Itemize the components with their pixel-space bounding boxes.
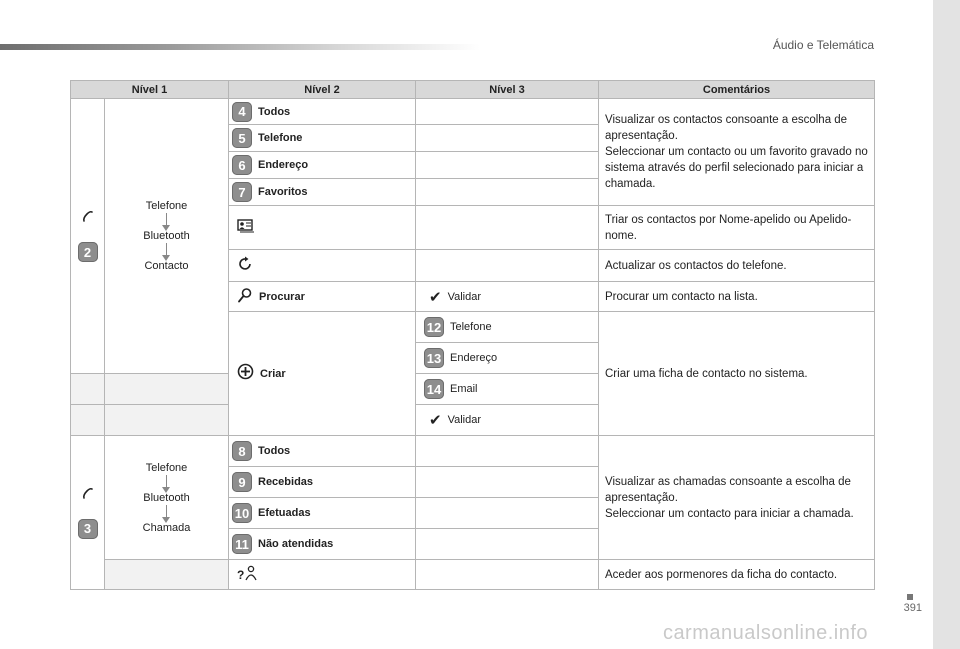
menu-table [70,80,875,590]
level3-label: Validar [447,414,482,426]
level2-cell [229,529,416,560]
watermark: carmanualsonline.info [662,622,868,644]
level2-label: Todos [258,105,291,118]
refresh-icon [237,256,253,276]
arrow-down-icon [166,505,167,521]
level2-cell [229,436,416,467]
phone-handset-icon [81,487,95,505]
level3-cell [416,343,599,374]
level1-cell-calls [71,436,105,590]
page-side-strip [933,0,960,649]
section-title: Áudio e Telemática [772,38,874,52]
level2-label: Todos [258,445,291,457]
comment-cell: Criar uma ficha de contacto no sistema. [599,312,875,436]
level2-cell [229,206,416,250]
level1-cell-spacer [71,405,105,436]
table-row [71,436,875,467]
level1-cell-contacts [71,99,105,374]
callout-badge: 2 [78,242,98,262]
phone-handset-icon [81,210,95,228]
level3-cell-empty [416,498,599,529]
comment-cell: Actualizar os contactos do telefone. [599,250,875,282]
path-step-2: Bluetooth [143,230,190,242]
level3-cell-empty [416,179,599,206]
path-cell-spacer [105,405,229,436]
search-icon [237,287,253,307]
arrow-down-icon [166,213,167,229]
level2-label: Favoritos [258,186,308,198]
level3-cell [416,282,599,312]
col-header-comentarios: Comentários [599,81,875,99]
table-row [71,99,875,125]
level3-cell-empty [416,206,599,250]
level3-label: Validar [447,290,482,303]
level3-cell [416,374,599,405]
callout-badge: 7 [232,182,252,202]
callout-badge: 5 [232,128,252,148]
path-step-1: Telefone [145,200,188,212]
add-circle-icon [237,363,254,384]
level3-cell-empty [416,99,599,125]
level2-cell [229,560,416,590]
callout-badge: 4 [232,102,252,122]
path-cell-spacer [105,560,229,590]
level3-cell-empty [416,560,599,590]
path-cell-calls [105,436,229,560]
level2-cell [229,125,416,152]
arrow-down-icon [166,243,167,259]
level2-cell [229,467,416,498]
level3-cell-empty [416,467,599,498]
callout-badge: 13 [424,348,444,368]
level2-cell [229,312,416,436]
comment-cell: Procurar um contacto na lista. [599,282,875,312]
svg-text:?: ? [237,567,245,581]
callout-badge: 14 [424,379,444,399]
contact-card-sort-icon [237,219,255,237]
path-step-3: Chamada [142,521,191,534]
level2-label: Recebidas [258,476,314,488]
level3-cell [416,405,599,436]
level2-label: Telefone [258,132,303,144]
comment-cell: Visualizar as chamadas consoante a escolha de apresentação. Seleccionar um contacto para iniciar a chamada. [599,436,875,560]
callout-badge: 3 [78,519,98,539]
callout-badge: 6 [232,155,252,175]
level3-cell-empty [416,529,599,560]
arrow-down-icon [166,475,167,491]
page-number: 391 [903,602,922,614]
checkmark-icon: ✔ [429,412,442,429]
level1-cell-spacer [71,374,105,405]
path-cell-contacts [105,99,229,374]
level2-label: Procurar [259,290,305,303]
path-step-3: Contacto [144,260,189,272]
comment-cell: Triar os contactos por Nome-apelido ou Apelido-nome. [599,206,875,250]
level3-cell-empty [416,152,599,179]
comment-cell: Visualizar os contactos consoante a escolha de apresentação. Seleccionar um contacto ou um favorito gravado no sistema através do perfil selecionado para iniciar a chamada. [599,99,875,206]
col-header-nivel-2: Nível 2 [229,81,416,99]
path-step-1: Telefone [145,461,188,474]
level3-cell-empty [416,250,599,282]
level2-cell [229,282,416,312]
path-step-2: Bluetooth [143,491,190,504]
level2-label: Endereço [258,159,309,171]
comment-cell: Aceder aos pormenores da ficha do contacto. [599,560,875,590]
callout-badge: 10 [232,503,252,523]
level2-label: Criar [260,367,286,380]
level3-cell-empty [416,125,599,152]
level2-cell [229,498,416,529]
callout-badge: 12 [424,317,444,337]
level3-label: Telefone [450,321,492,333]
level2-cell [229,179,416,206]
level2-label: Não atendidas [258,538,334,550]
path-cell-spacer [105,374,229,405]
callout-badge: 9 [232,472,252,492]
callout-badge: 8 [232,441,252,461]
level3-label: Email [450,383,478,395]
level2-label: Efetuadas [258,507,311,519]
level3-cell-empty [416,436,599,467]
page-marker [907,594,913,600]
col-header-nivel-3: Nível 3 [416,81,599,99]
contact-details-icon [237,565,259,585]
level2-cell [229,250,416,282]
col-header-nivel-1: Nível 1 [71,81,229,99]
header-gradient-bar [0,44,480,50]
callout-badge: 11 [232,534,252,554]
checkmark-icon: ✔ [429,288,442,306]
table-row [71,560,875,590]
level3-label: Endereço [450,352,498,364]
table-header-row [71,81,875,99]
level3-cell [416,312,599,343]
level2-cell [229,152,416,179]
level2-cell [229,99,416,125]
